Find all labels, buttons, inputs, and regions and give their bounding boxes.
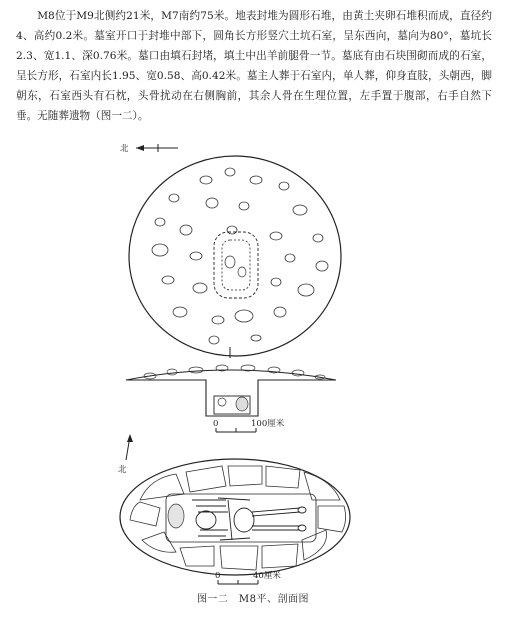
scale-top-end: 100厘米: [251, 419, 285, 429]
north-label-top: 北: [120, 144, 129, 154]
paragraph: M8位于M9北侧约21米，M7南约75米。地表封堆为圆形石堆，由黄土夹卵石堆积而成，直径约4、高约0.2米。墓室开口于封堆中部下，圆角长方形竖穴土坑石室，呈东西向，墓向为80°，墓坑长2.3、宽1.1、深0.76米。墓口由填石封堵，填土中出羊前腿骨一节。墓底有由石块围砌而成的石室，呈长方形，石室内长1.95、宽0.58、高0.42米。墓主人葬于石室内，单人葬，仰身直肢，头朝西，脚朝东，石室西头有石枕，头骨扰动在右侧胸前，其余人骨在生理位置，左手置于腹部，右手自然下垂。无随葬遗物（图一二）。: [16, 10, 492, 122]
scale-bar-top: [213, 418, 285, 432]
north-label-bottom: 北: [118, 465, 127, 475]
scale-bottom-end: 40厘米: [253, 571, 281, 581]
cairn-plan: [129, 156, 341, 356]
north-arrow-top: [120, 143, 178, 154]
scale-top-zero: 0: [213, 419, 219, 429]
north-arrow-bottom: [118, 434, 133, 475]
scale-bar-bottom: [215, 570, 281, 584]
cairn-section: [126, 365, 336, 416]
figure-caption: 图一二 M8平、剖面图: [196, 594, 310, 605]
scale-bottom-zero: 0: [215, 571, 221, 581]
burial-plan: [120, 459, 350, 575]
